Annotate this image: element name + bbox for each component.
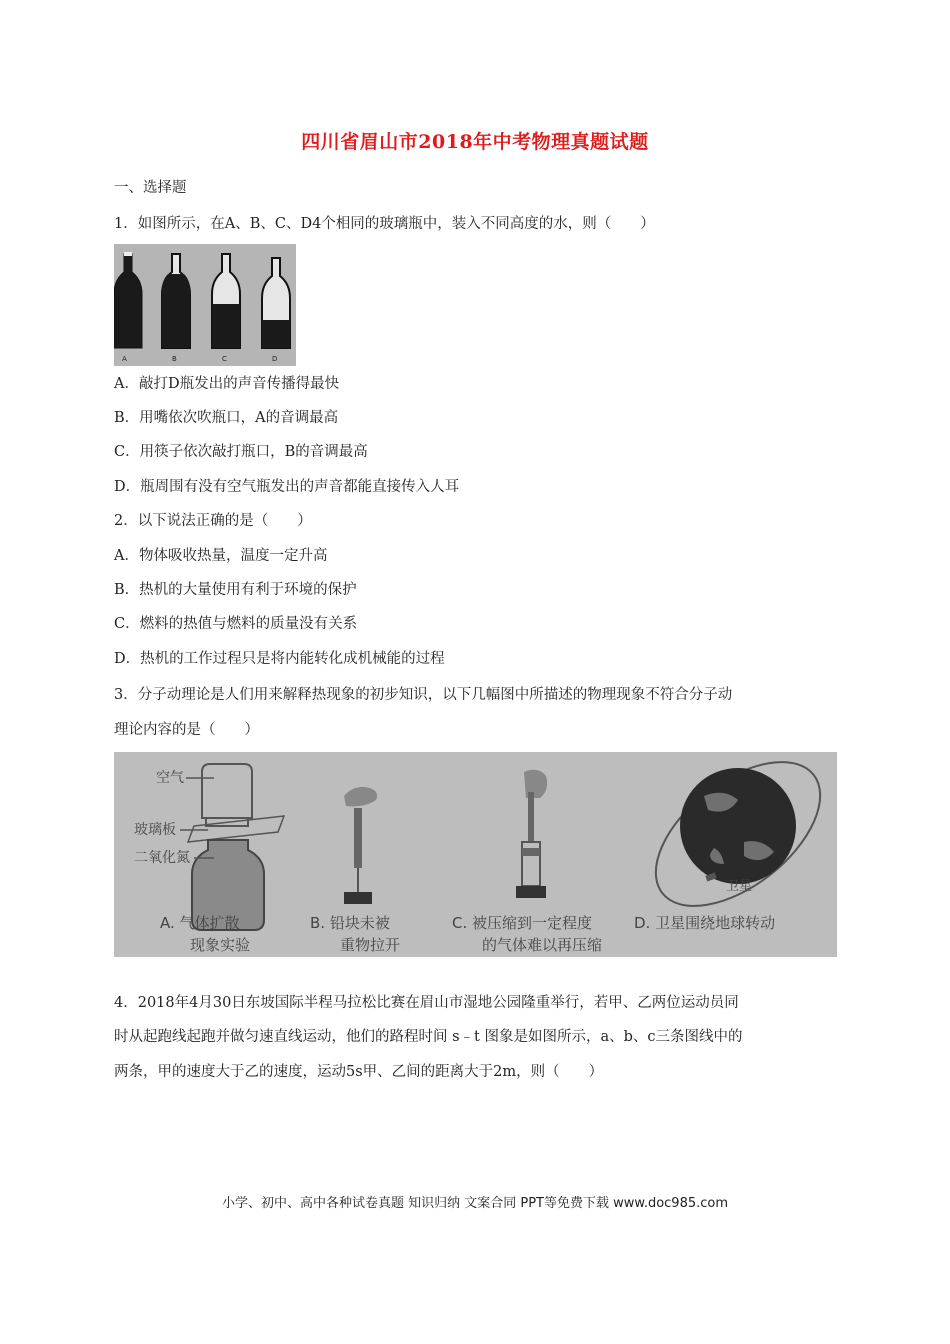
bottle-label-d: D	[272, 355, 278, 363]
question-2-stem: 2．以下说法正确的是（ ）	[114, 513, 312, 529]
q1-option-d: D．瓶周围有没有空气瓶发出的声音都能直接传入人耳	[114, 479, 460, 495]
caption-c-line2: 的气体难以再压缩	[482, 936, 603, 954]
q1-option-c: C．用筷子依次敲打瓶口，B的音调最高	[114, 444, 368, 460]
q2-option-b: B．热机的大量使用有利于环境的保护	[114, 582, 357, 598]
caption-a-line1: A. 气体扩散	[160, 914, 240, 932]
bottle-label-a: A	[122, 355, 127, 363]
label-nitrogen-dioxide: 二氧化氮	[134, 850, 190, 866]
caption-c-line1: C. 被压缩到一定程度	[452, 914, 593, 932]
caption-b-line2: 重物拉开	[340, 936, 401, 954]
label-satellite: 卫星	[726, 879, 753, 894]
question-4-line3: 两条，甲的速度大于乙的速度，运动5s甲、乙间的距离大于2m，则（ ）	[114, 1064, 604, 1080]
question-3-stem-line1: 3．分子动理论是人们用来解释热现象的初步知识，以下几幅图中所描述的物理现象不符合分子动	[114, 687, 733, 703]
caption-b-line1: B. 铅块未被	[310, 914, 390, 932]
page-title: 四川省眉山市2018年中考物理真题试题	[301, 131, 649, 153]
q2-option-a: A．物体吸收热量，温度一定升高	[114, 548, 328, 564]
label-air: 空气	[156, 770, 184, 786]
molecular-theory-figure	[114, 752, 837, 957]
question-4-line1: 4．2018年4月30日东坡国际半程马拉松比赛在眉山市湿地公园隆重举行，若甲、乙两位运动员同	[114, 995, 739, 1011]
question-3-stem-line2: 理论内容的是（ ）	[114, 722, 259, 738]
bottles-figure	[114, 244, 296, 366]
question-4-line2: 时从起跑线起跑并做匀速直线运动，他们的路程时间 s﹣t 图象是如图所示，a、b、c三条图线中的	[114, 1029, 743, 1045]
label-glass-plate: 玻璃板	[134, 822, 176, 838]
caption-a-line2: 现象实验	[190, 936, 251, 954]
question-1-stem: 1．如图所示，在A、B、C、D4个相同的玻璃瓶中，装入不同高度的水，则（ ）	[114, 216, 655, 232]
section-heading: 一、选择题	[114, 180, 187, 196]
page-footer: 小学、初中、高中各种试卷真题 知识归纳 文案合同 PPT等免费下载 www.doc985.com	[221, 1196, 729, 1211]
bottle-label-b: B	[172, 355, 177, 363]
caption-d: D. 卫星围绕地球转动	[634, 914, 776, 932]
bottle-label-c: C	[222, 355, 227, 363]
q1-option-b: B．用嘴依次吹瓶口，A的音调最高	[114, 410, 339, 426]
q1-option-a: A．敲打D瓶发出的声音传播得最快	[114, 376, 340, 392]
q2-option-c: C．燃料的热值与燃料的质量没有关系	[114, 616, 358, 632]
q2-option-d: D．热机的工作过程只是将内能转化成机械能的过程	[114, 651, 445, 667]
